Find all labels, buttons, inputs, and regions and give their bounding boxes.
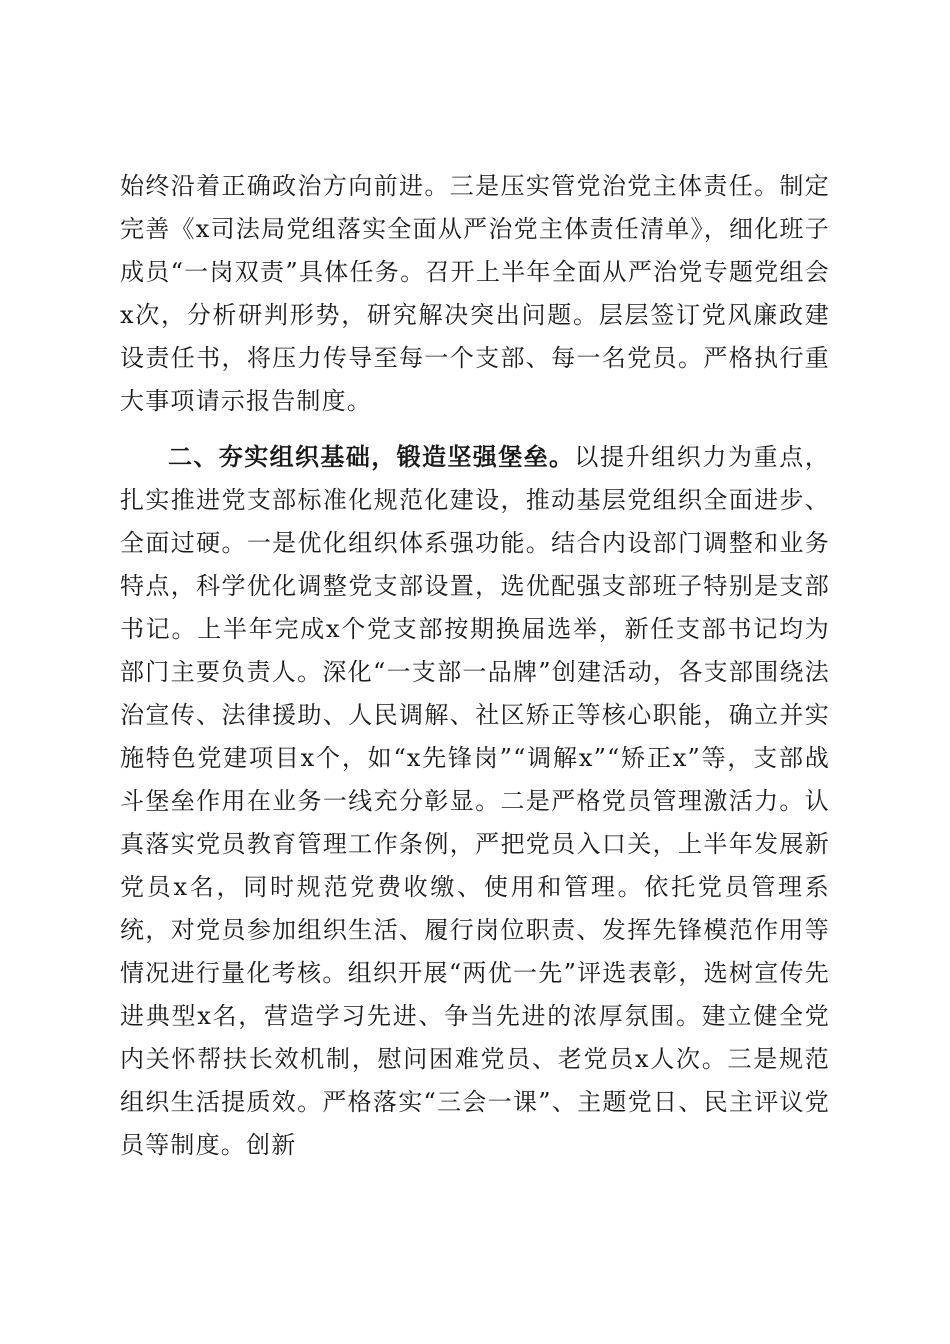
paragraph-continuation: 始终沿着正确政治方向前进。三是压实管党治党主体责任。制定完善《x司法局党组落实全面从严治党主体责任清单》，细化班子成员“一岗双责”具体任务。召开上半年全面从严治党专题党组会x次，分析研判形势，研究解决突出问题。层层签订党风廉政建设责任书，将压力传导至每一个支部、每一名党员。严格执行重大事项请示报告制度。 bbox=[120, 172, 830, 415]
section-heading: 二、夯实组织基础，锻造坚强堡垒。 bbox=[168, 443, 575, 471]
paragraph-organization bbox=[120, 436, 830, 1167]
section-body: 以提升组织力为重点，扎实推进党支部标准化规范化建设，推动基层党组织全面进步、全面过硬。一是优化组织体系强功能。结合内设部门调整和业务特点，科学优化调整党支部设置，选优配强支部班子特别是支部书记。上半年完成x个党支部按期换届选举，新任支部书记均为部门主要负责人。深化“一支部一品牌”创建活动，各支部围绕法治宣传、法律援助、人民调解、社区矫正等核心职能，确立并实施特色党建项目x个，如“x先锋岗”“调解x”“矫正x”等，支部战斗堡垒作用在业务一线充分彰显。二是严格党员管理激活力。认真落实党员教育管理工作条例，严把党员入口关，上半年发展新党员x名，同时规范党费收缴、使用和管理。依托党员管理系统，对党员参加组织生活、履行岗位职责、发挥先锋模范作用等情况进行量化考核。组织开展“两优一先”评选表彰，选树宣传先进典型x名，营造学习先进、争当先进的浓厚氛围。建立健全党内关怀帮扶长效机制，慰问困难党员、老党员x人次。三是规范组织生活提质效。严格落实“三会一课”、主题党日、民主评议党员等制度。创新 bbox=[120, 443, 831, 1159]
